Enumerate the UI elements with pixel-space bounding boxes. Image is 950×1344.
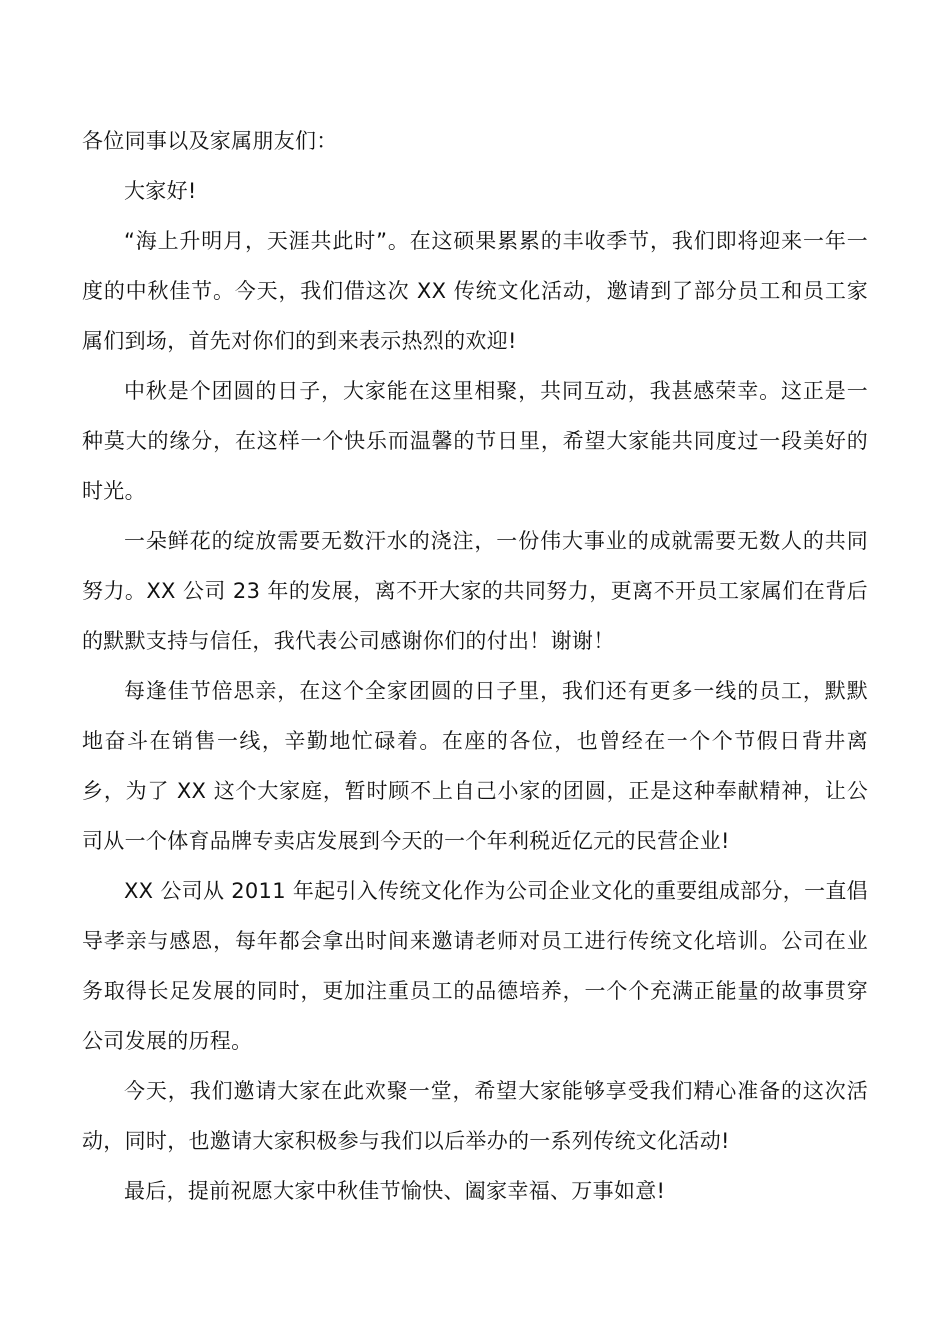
speech-document xyxy=(82,116,868,1216)
paragraph-closing-wishes: 最后，提前祝愿大家中秋佳节愉快、阖家幸福、万事如意! xyxy=(124,1179,666,1203)
paragraph-thanks: 一朵鲜花的绽放需要无数汗水的浇注，一份伟大事业的成就需要无数人的共同努力。XX 公司 23 年的发展，离不开大家的共同努力，更离不开员工家属们在背后的默默支持与信任，我代表公司感谢你们的付出！谢谢！ xyxy=(82,529,868,653)
paragraph-reunion: 中秋是个团圆的日子，大家能在这里相聚，共同互动，我甚感荣幸。这正是一种莫大的缘分，在这样一个快乐而温馨的节日里，希望大家能共同度过一段美好的时光。 xyxy=(82,379,868,503)
paragraph-invitation: 今天，我们邀请大家在此欢聚一堂，希望大家能够享受我们精心准备的这次活动，同时，也邀请大家积极参与我们以后举办的一系列传统文化活动! xyxy=(82,1079,868,1153)
salutation: 各位同事以及家属朋友们： xyxy=(82,129,338,153)
paragraph-culture: XX 公司从 2011 年起引入传统文化作为公司企业文化的重要组成部分，一直倡导孝亲与感恩，每年都会拿出时间来邀请老师对员工进行传统文化培训。公司在业务取得长足发展的同时，更加注重员工的品德培养，一个个充满正能量的故事贯穿公司发展的历程。 xyxy=(82,879,868,1053)
paragraph-dedication: 每逢佳节倍思亲，在这个全家团圆的日子里，我们还有更多一线的员工，默默地奋斗在销售一线，辛勤地忙碌着。在座的各位，也曾经在一个个节假日背井离乡，为了 XX 这个大家庭，暂时顾不上自己小家的团圆，正是这种奉献精神，让公司从一个体育品牌专卖店发展到今天的一个年利税近亿元的民营企业! xyxy=(82,679,868,853)
paragraph-welcome: “海上升明月，天涯共此时”。在这硕果累累的丰收季节，我们即将迎来一年一度的中秋佳节。今天，我们借这次 XX 传统文化活动，邀请到了部分员工和员工家属们到场，首先对你们的到来表示热烈的欢迎! xyxy=(82,229,868,353)
paragraph-greeting: 大家好! xyxy=(124,179,197,203)
